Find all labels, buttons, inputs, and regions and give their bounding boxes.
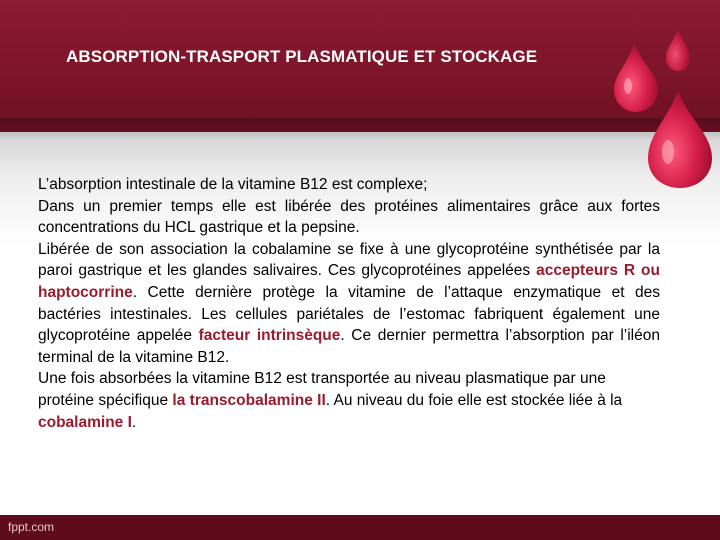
text-run: . Cette dernière protège la vitamine de l’attaque enzymatique et des bactéries intestinales. Les cellules pariétales de l’estomac fabriquent également une glycoprotéine appelée: [38, 283, 660, 345]
highlight-term: la transcobalamine II: [172, 391, 326, 409]
highlight-term: facteur intrinsèque: [198, 327, 341, 345]
footer-brand: fppt.com: [8, 520, 55, 534]
body-text: [38, 174, 660, 433]
text-run: . Au niveau du foie elle est stockée liée à la: [325, 391, 623, 409]
blood-drops-icon: [600, 20, 720, 190]
text-run: Dans un premier temps elle est libérée des protéines alimentaires grâce aux fortes concentrations du HCL gastrique et la pepsine.: [38, 197, 660, 237]
text-run: Une fois absorbées la vitamine B12 est transportée au niveau plasmatique par une protéine spécifique: [38, 370, 606, 409]
text-run: L’absorption intestinale de la vitamine B12 est complexe;: [38, 176, 428, 193]
paragraph: [38, 239, 660, 369]
text-run: .: [131, 413, 137, 431]
paragraph: [38, 174, 660, 196]
text-run: Libérée de son association la cobalamine se fixe à une glycoprotéine synthétisée par la paroi gastrique et les glandes salivaires. Ces glycoprotéines appelées: [38, 240, 660, 280]
footer-band: [0, 515, 720, 540]
slide-title: ABSORPTION-TRASPORT PLASMATIQUE ET STOCKAGE: [66, 47, 538, 66]
paragraph: [38, 196, 660, 239]
text-run: . Ce dernier permettra l’absorption par l’iléon terminal de la vitamine B12.: [38, 327, 660, 366]
highlight-term: cobalamine I: [38, 413, 132, 431]
highlight-term: accepteurs R ou haptocorrine: [38, 262, 660, 301]
paragraph: [38, 368, 660, 433]
